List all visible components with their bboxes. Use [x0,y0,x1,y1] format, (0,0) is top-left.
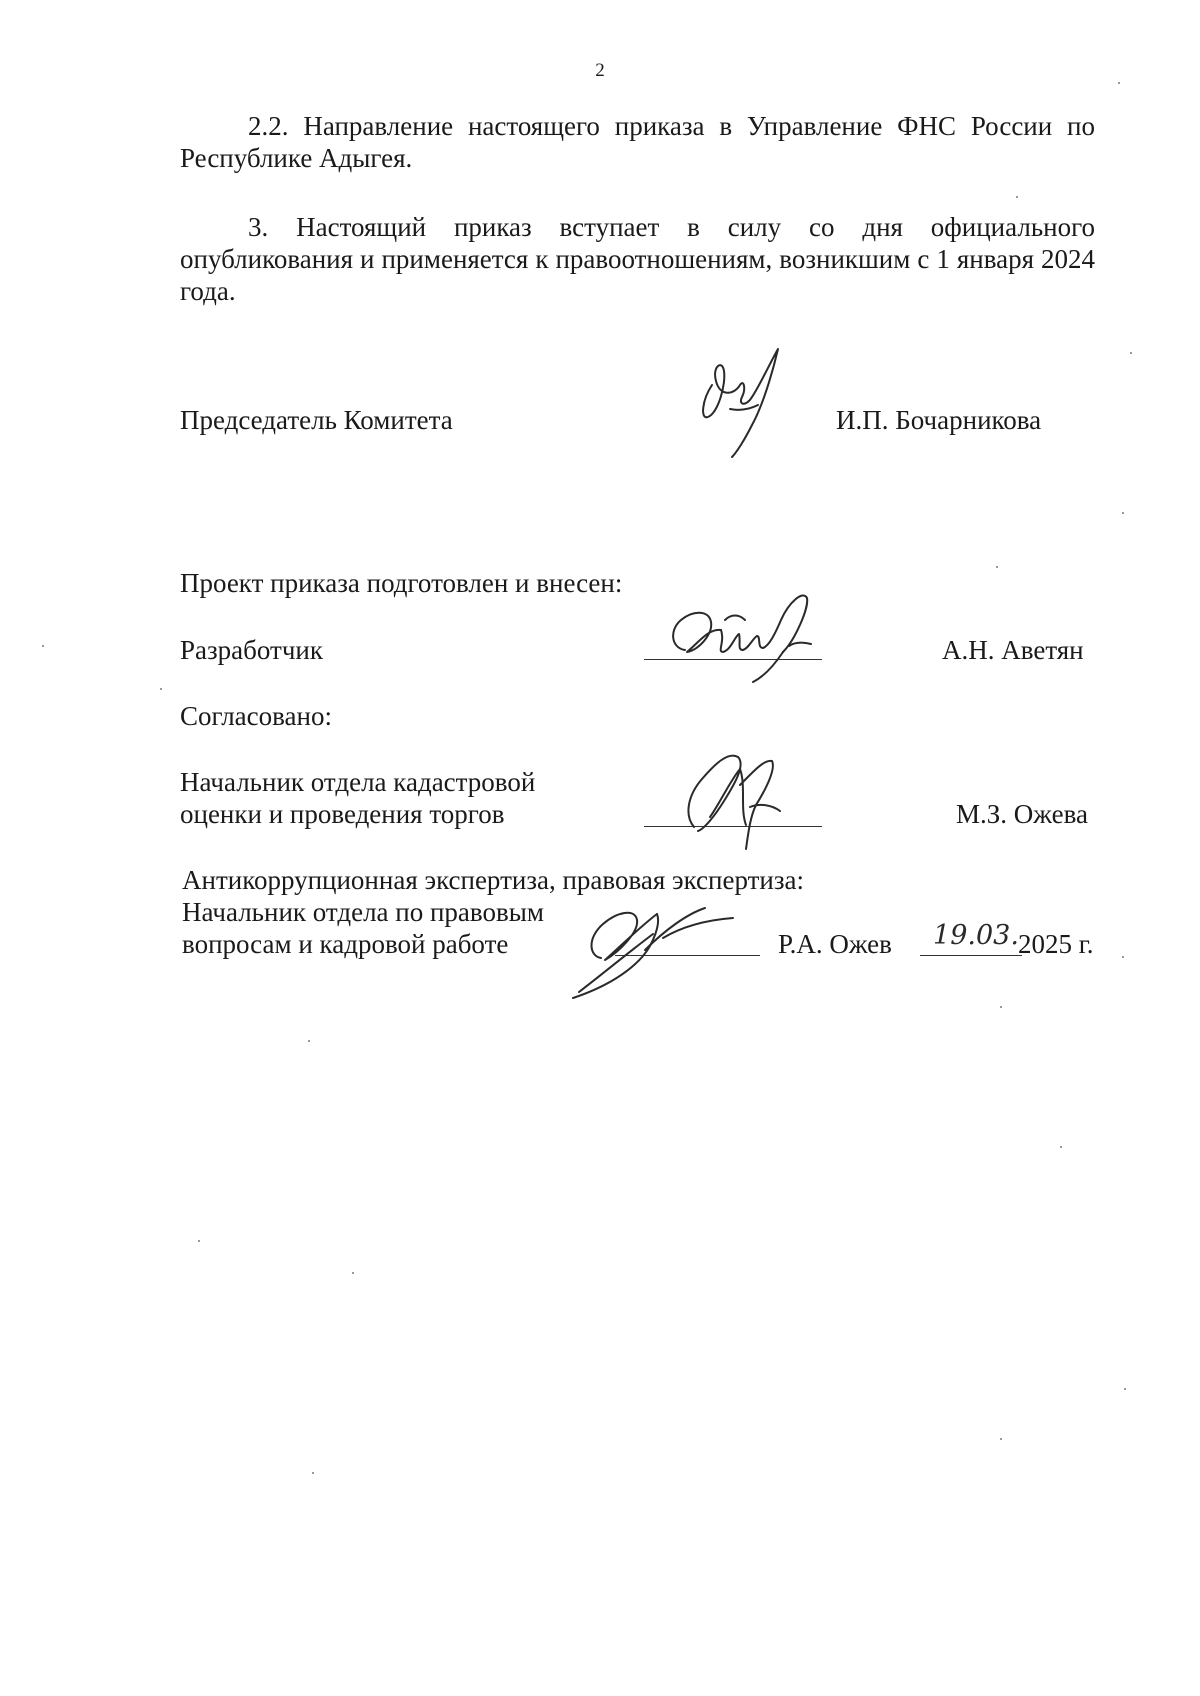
handwritten-date: 19.03. [933,920,1019,951]
agreed-role-line1: Начальник отдела кадастровой [180,767,536,797]
paragraph-3: 3. Настоящий приказ вступает в силу со дня официального опубликования и применяется к правоотношениям, возникшим с 1 января 2024 года. [180,212,1095,306]
year-suffix: 2025 г. [1018,929,1094,959]
chairman-title: Председатель Комитета [180,405,453,435]
page-number: 2 [595,60,605,81]
expertise-signature [565,872,740,1000]
chairman-name: И.П. Бочарникова [836,405,1042,435]
scan-speck [1016,196,1018,198]
date-underline [920,955,1022,956]
scan-speck [1118,82,1120,84]
agreed-heading: Согласовано: [180,701,332,731]
expertise-role-line1: Начальник отдела по правовым [182,897,544,927]
scan-speck [160,688,162,690]
prepared-heading: Проект приказа подготовлен и внесен: [180,568,623,598]
scan-speck [1000,1438,1002,1440]
scan-speck [1130,352,1132,354]
scan-speck [352,1272,354,1274]
scan-speck [1124,1388,1126,1390]
expertise-heading: Антикоррупционная экспертиза, правовая экспертиза: [182,865,805,895]
scan-speck [996,566,998,568]
expertise-name: Р.А. Ожев [778,929,892,959]
expertise-role-line2: вопросам и кадровой работе [182,929,509,959]
scan-speck [1060,1146,1062,1148]
paragraph-2-2: 2.2. Направление настоящего приказа в Управление ФНС России по Республике Адыгея. [180,111,1095,173]
scan-speck [308,1040,310,1042]
scan-speck [312,1472,314,1474]
agreed-name: М.З. Ожева [956,799,1088,829]
scan-speck [1122,956,1124,958]
chairman-signature [700,345,800,460]
developer-role: Разработчик [180,635,323,665]
agreed-signature [680,745,790,855]
developer-name: А.Н. Аветян [942,635,1084,665]
scan-speck [1122,512,1124,514]
agreed-role-line2: оценки и проведения торгов [180,799,505,829]
scan-speck [42,645,44,647]
scan-speck [1000,1006,1002,1008]
scan-speck [198,1240,200,1242]
developer-signature [665,590,825,685]
